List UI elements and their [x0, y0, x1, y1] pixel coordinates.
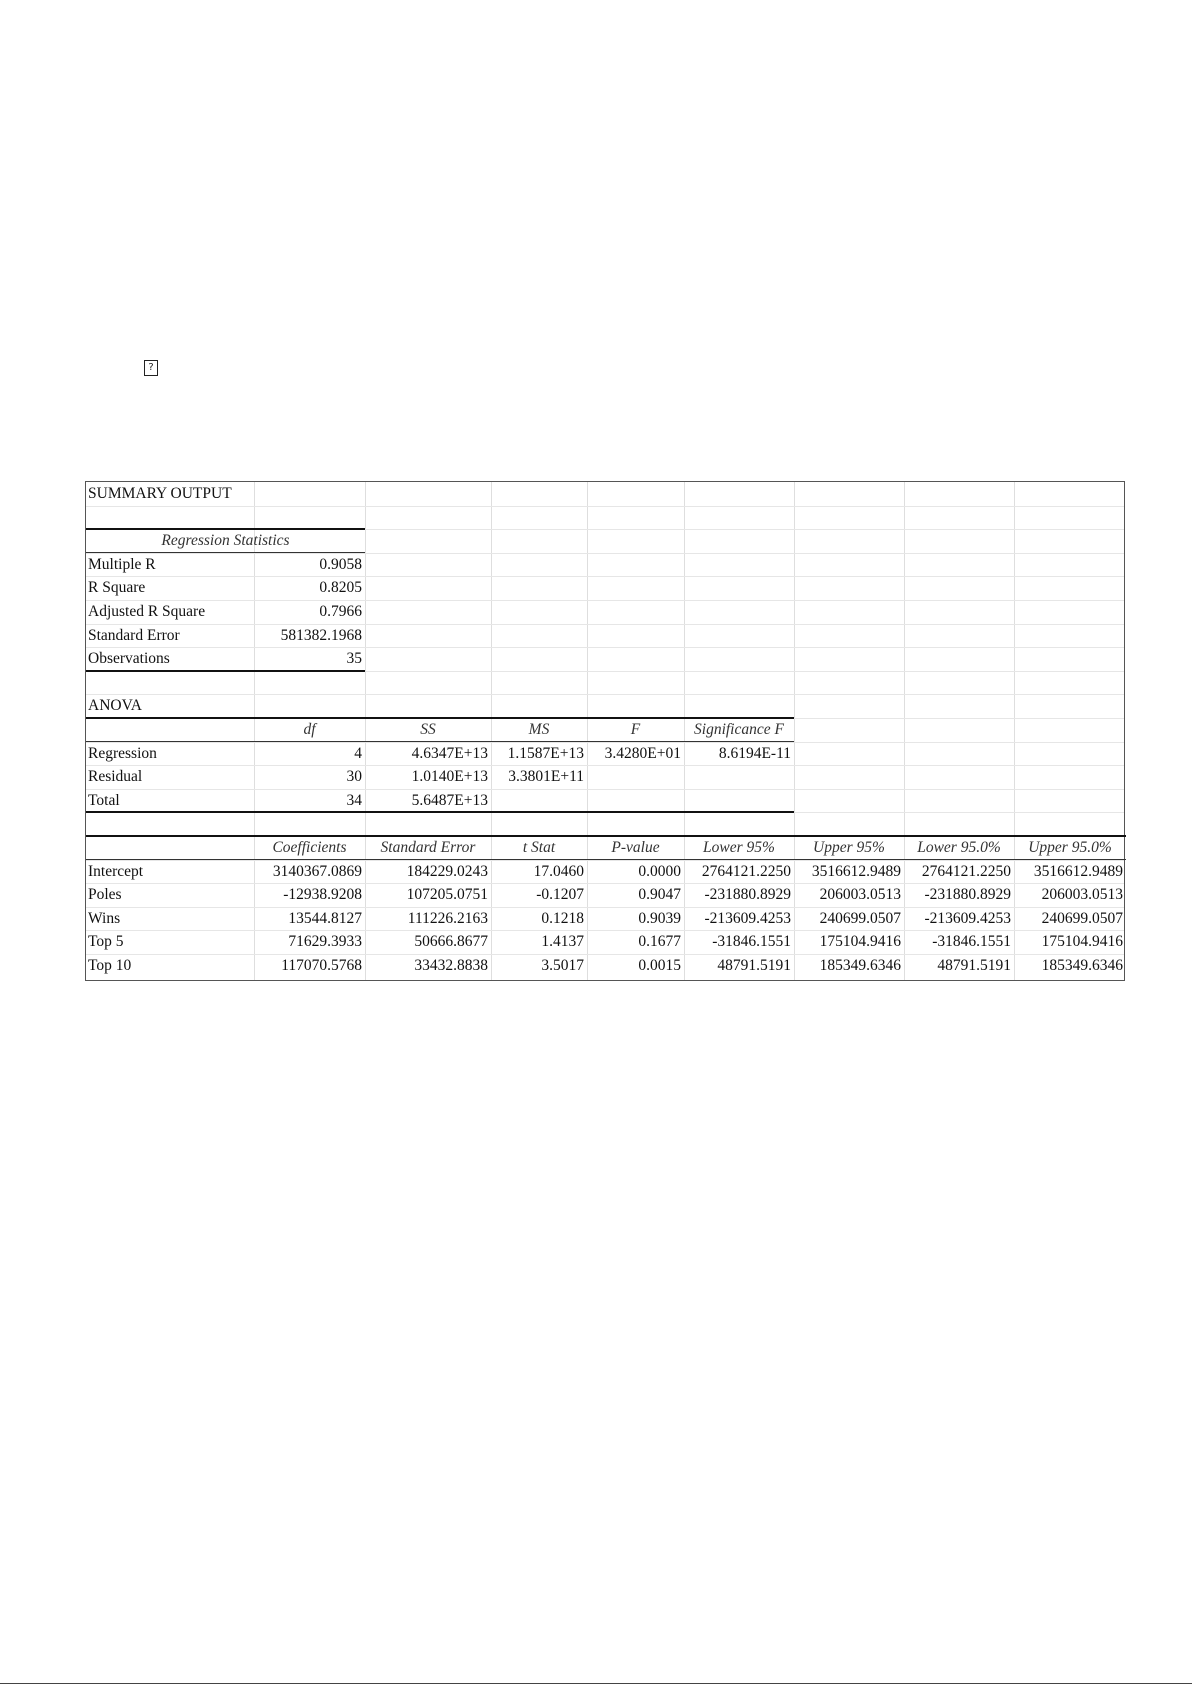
stat-label: Multiple R: [88, 555, 156, 573]
coefficient-value: 0.0000: [638, 862, 681, 880]
coefficient-value: 2764121.2250: [701, 862, 791, 880]
coefficient-value: 3.5017: [541, 957, 584, 974]
stat-value: 35: [346, 650, 362, 668]
coefficient-value: 206003.0513: [1041, 886, 1123, 904]
summary-title: SUMMARY OUTPUT: [88, 485, 232, 502]
coefficient-value: 0.9039: [638, 909, 681, 927]
coefficient-value: 2764121.2250: [921, 862, 1011, 880]
anova-ms: 1.1587E+13: [507, 744, 584, 762]
coefficient-value: 3516612.9489: [811, 862, 901, 880]
anova-row-label: Regression: [88, 744, 157, 762]
stat-label: Standard Error: [88, 626, 180, 644]
coefficient-value: 240699.0507: [1041, 909, 1123, 927]
coefficient-value: 240699.0507: [819, 909, 901, 927]
anova-ms: [491, 789, 587, 812]
coefficients-column-header: P-value: [611, 839, 660, 856]
coefficient-value: 111226.2163: [407, 909, 488, 927]
grid-row-line: [86, 506, 1124, 507]
anova-column-header: F: [630, 721, 641, 738]
coefficients-column-header: Upper 95%: [813, 839, 885, 856]
anova-row-label: Residual: [88, 768, 143, 786]
coefficient-value: 50666.8677: [414, 933, 488, 951]
coefficient-value: 3140367.0869: [272, 862, 362, 880]
anova-bottom-rule: [86, 811, 794, 813]
anova-column-header: Significance F: [694, 721, 784, 738]
coefficient-row-label: Top 5: [88, 933, 124, 951]
anova-row-label: Total: [88, 791, 120, 809]
coefficient-value: 175104.9416: [819, 933, 901, 951]
coefficient-value: 206003.0513: [819, 886, 901, 904]
coefficient-value: 71629.3933: [288, 933, 362, 951]
coefficient-value: 0.1218: [541, 909, 584, 927]
coefficients-column-header: Coefficients: [272, 839, 347, 856]
coefficient-row-label: Intercept: [88, 862, 144, 880]
coefficient-row-label: Poles: [88, 886, 122, 904]
anova-significance-f: [684, 789, 794, 812]
anova-f: 3.4280E+01: [604, 744, 681, 762]
coefficient-value: 3516612.9489: [1033, 862, 1123, 880]
stat-value: 0.7966: [319, 603, 362, 620]
coefficient-value: 117070.5768: [281, 957, 362, 974]
anova-column-header: SS: [420, 721, 436, 738]
coefficient-value: -231880.8929: [924, 886, 1011, 904]
coefficient-value: 107205.0751: [406, 886, 488, 904]
anova-significance-f: 8.6194E-11: [718, 744, 791, 762]
anova-f: [587, 765, 684, 788]
stat-label: Adjusted R Square: [88, 603, 206, 620]
coefficients-column-header: Lower 95.0%: [917, 839, 1001, 856]
coefficients-column-header: Lower 95%: [703, 839, 775, 856]
coefficient-value: 185349.6346: [1041, 957, 1123, 974]
stat-value: 581382.1968: [280, 626, 362, 644]
anova-df: 30: [346, 768, 362, 786]
anova-ss: 4.6347E+13: [411, 744, 488, 762]
coefficient-value: 17.0460: [533, 862, 584, 880]
coefficient-value: -0.1207: [536, 886, 584, 904]
coefficients-column-header: t Stat: [522, 839, 556, 856]
coefficient-row-label: Top 10: [88, 957, 132, 974]
anova-df: 4: [354, 744, 362, 762]
coefficient-value: 48791.5191: [717, 957, 791, 974]
anova-column-header: df: [303, 721, 316, 738]
coefficient-value: 185349.6346: [819, 957, 901, 974]
coefficient-value: 33432.8838: [414, 957, 488, 974]
coefficient-value: 0.0015: [638, 957, 681, 974]
coefficients-column-header: Standard Error: [380, 839, 476, 856]
coefficient-row-label: Wins: [88, 909, 121, 927]
coefficient-value: -231880.8929: [704, 886, 791, 904]
missing-glyph-icon: ?: [144, 360, 158, 376]
coefficient-value: -12938.9208: [283, 886, 362, 904]
regression-summary-table: [85, 481, 1125, 981]
stat-value: 0.8205: [319, 579, 362, 597]
anova-title: ANOVA: [88, 697, 142, 715]
stat-label: R Square: [88, 579, 146, 597]
coefficient-value: 0.1677: [638, 933, 681, 951]
coefficient-value: -213609.4253: [704, 909, 791, 927]
coefficient-value: -213609.4253: [924, 909, 1011, 927]
page-footer-rule: [0, 1683, 1192, 1684]
coefficient-value: -31846.1551: [712, 933, 791, 951]
regression-stats-header: Regression Statistics: [161, 532, 290, 550]
coefficient-value: 0.9047: [638, 886, 681, 904]
anova-ss: 1.0140E+13: [411, 768, 488, 786]
anova-ss: 5.6487E+13: [411, 791, 488, 809]
anova-significance-f: [684, 765, 794, 788]
coefficient-value: 13544.8127: [288, 909, 362, 927]
coefficient-value: 184229.0243: [406, 862, 488, 880]
coefficient-value: -31846.1551: [932, 933, 1011, 951]
anova-df: 34: [346, 791, 362, 809]
stat-value: 0.9058: [319, 555, 362, 573]
anova-ms: 3.3801E+11: [508, 768, 584, 786]
anova-f: [587, 789, 684, 812]
coefficient-value: 175104.9416: [1041, 933, 1123, 951]
coefficient-value: 48791.5191: [937, 957, 1011, 974]
stat-label: Observations: [88, 650, 170, 668]
anova-column-header: MS: [528, 721, 550, 738]
regression-stats-bottom-rule: [86, 670, 365, 672]
coefficient-value: 1.4137: [541, 933, 584, 951]
coefficients-column-header: Upper 95.0%: [1028, 839, 1112, 856]
